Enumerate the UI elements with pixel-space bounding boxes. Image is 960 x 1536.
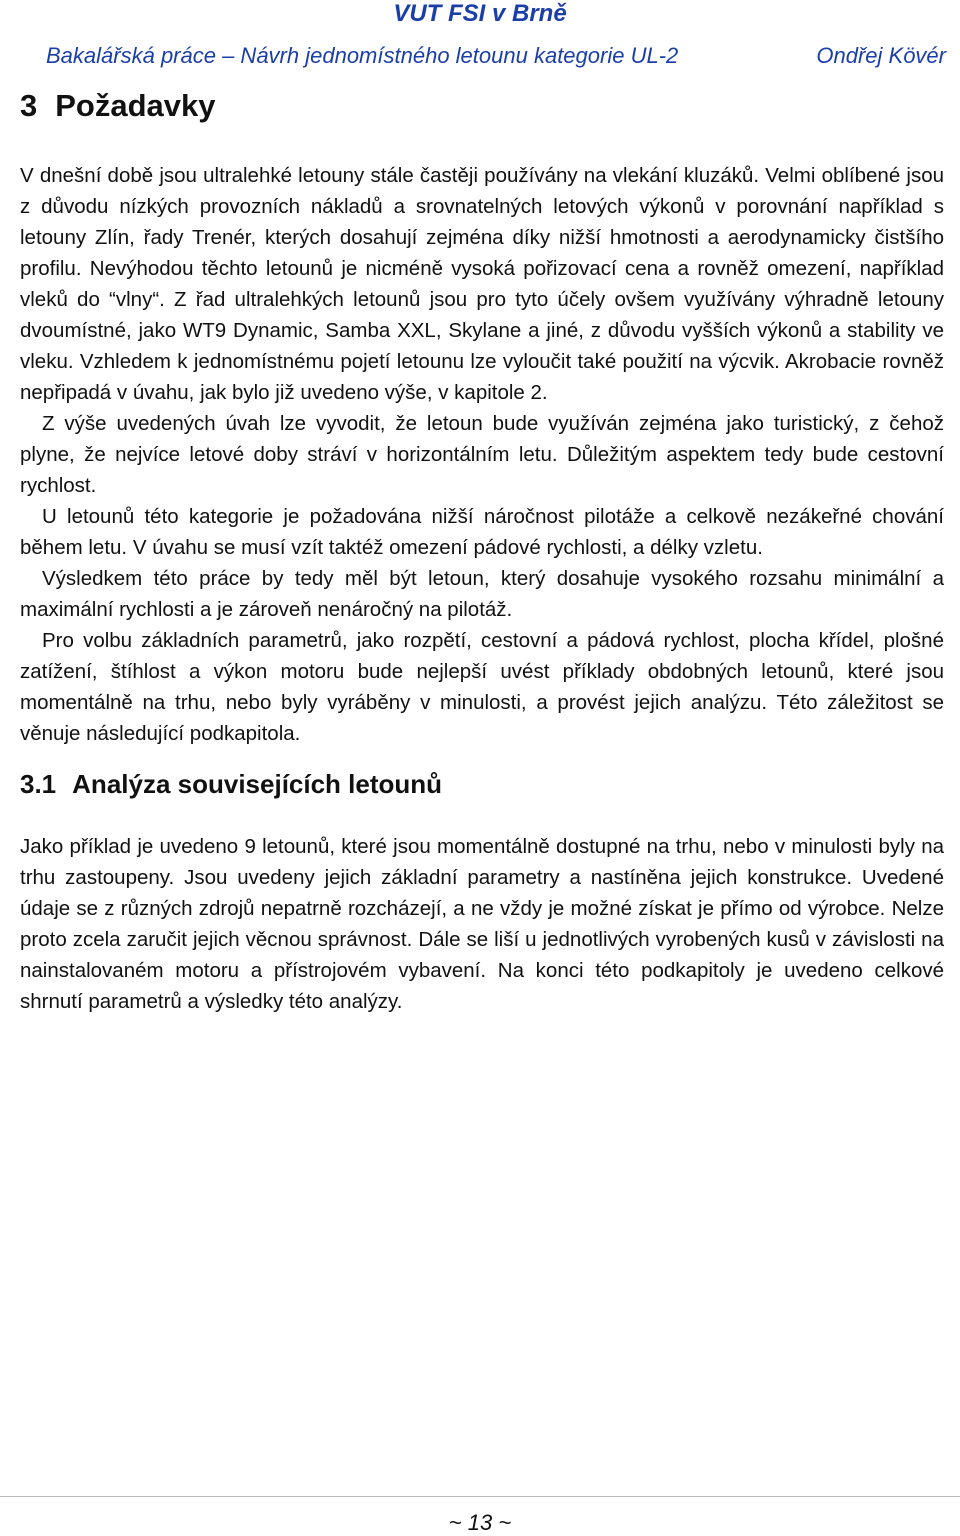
page-number: ~ 13 ~ <box>448 1510 512 1535</box>
header-thesis-title: Bakalářská práce – Návrh jednomístného letounu kategorie UL-2 <box>46 43 679 68</box>
chapter-title: Požadavky <box>55 88 216 123</box>
page-content <box>20 88 944 1017</box>
header-institution: VUT FSI v Brně <box>393 0 567 27</box>
header-author: Ondřej Kövér <box>816 43 946 68</box>
chapter-paragraph: U letounů této kategorie je požadována nižší náročnost pilotáže a celkově nezákeřné chování během letu. V úvahu se musí vzít taktéž omezení pádové rychlosti, a délky vzletu. <box>20 505 944 559</box>
chapter-paragraph: Pro volbu základních parametrů, jako rozpětí, cestovní a pádová rychlost, plocha křídel, plošné zatížení, štíhlost a výkon motoru bude nejlepší uvést příklady obdobných letounů, které jsou momentálně na trhu, nebo byly vyráběny v minulosti, a provést jejich analýzu. Této záležitost se věnuje následující podkapitola. <box>20 629 944 745</box>
chapter-paragraph: Z výše uvedených úvah lze vyvodit, že letoun bude využíván zejména jako turistický, z čehož plyne, že nejvíce letové doby stráví v horizontálním letu. Důležitým aspektem tedy bude cestovní rychlost. <box>20 412 944 497</box>
section-number: 3.1 <box>20 769 57 799</box>
chapter-paragraph: V dnešní době jsou ultralehké letouny stále častěji používány na vlekání kluzáků. Velmi oblíbené jsou z důvodu nízkých provozních nákladů a srovnatelných letových výkonů v porovnání například s letouny Zlín, řady Trenér, kterých dosahují zejména díky nižší hmotnosti a aerodynamicky čistšího profilu. Nevýhodou těchto letounů je nicméně vysoká pořizovací cena a rovněž omezení, například vleků do “vlny“. Z řad ultralehkých letounů jsou pro tyto účely ovšem využívány výhradně letouny dvoumístné, jako WT9 Dynamic, Samba XXL, Skylane a jiné, z důvodu vyšších výkonů a stability ve vleku. Vzhledem k jednomístnému pojetí letounu lze vyloučit také použití na výcvik. Akrobacie rovněž nepřipadá v úvahu, jak bylo již uvedeno výše, v kapitole 2. <box>20 164 944 404</box>
section-heading <box>20 767 944 801</box>
footer-divider <box>0 1496 960 1497</box>
chapter-paragraph: Výsledkem této práce by tedy měl být letoun, který dosahuje vysokého rozsahu minimální a maximální rychlosti a je zároveň nenáročný na pilotáž. <box>20 567 944 621</box>
page-header <box>0 0 960 80</box>
chapter-number: 3 <box>20 88 38 123</box>
section-paragraph: Jako příklad je uvedeno 9 letounů, které jsou momentálně dostupné na trhu, nebo v minulosti byly na trhu zastoupeny. Jsou uvedeny jejich základní parametry a nastíněna jejich konstrukce. Uvedené údaje se z různých zdrojů nepatrně rozcházejí, a ne vždy je možné získat je přímo od výrobce. Nelze proto zcela zaručit jejich věcnou správnost. Dále se liší u jednotlivých vyrobených kusů v závislosti na nainstalovaném motoru a přístrojovém vybavení. Na konci této podkapitoly je uvedeno celkové shrnutí parametrů a výsledky této analýzy. <box>20 835 944 1013</box>
section-title: Analýza souvisejících letounů <box>72 769 443 799</box>
chapter-heading <box>20 88 944 160</box>
